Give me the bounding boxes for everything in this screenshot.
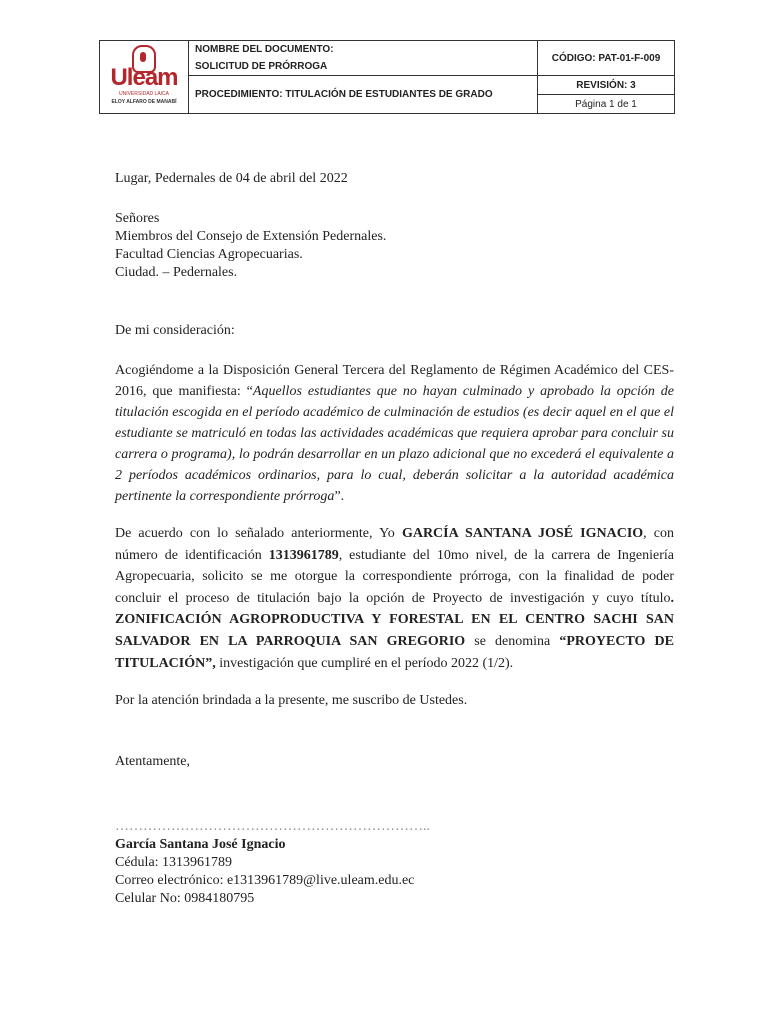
regulation-quote: Aquellos estudiantes que no hayan culminado y aprobado la opción de titulación escogida en el período académico de culminación de estudios (es decir aquel en el que el estudiante se matriculó en todas las actividades académicas que requiera aprobar para concluir su carrera o programa), lo podrán desarrollar en un plazo adicional que no excederá el equivalente a 2 períodos académicos ordinarios, para lo cual, deberán solicitar a la autoridad académica pertinente la correspondiente prórroga xyxy=(115,384,674,504)
document-name-label: NOMBRE DEL DOCUMENTO: xyxy=(195,44,334,55)
document-name-value: SOLICITUD DE PRÓRROGA xyxy=(195,61,328,72)
sign-off: Atentamente, xyxy=(115,754,191,769)
logo-subtitle-2: ELOY ALFARO DE MANABÍ xyxy=(111,99,177,105)
recipient-line: Miembros del Consejo de Extensión Pedernales. xyxy=(115,229,387,244)
request-text: , estudiante del 10mo nivel, de la carrera de Ingeniería Agropecuaria, solicito se me otorgue la correspondiente prórroga, con la finalidad de poder concluir el proceso de titulación bajo la opción de Proyecto de investigación y cuyo título xyxy=(115,547,674,606)
request-text: De acuerdo con lo señalado anteriormente, Yo xyxy=(115,526,402,541)
signer-cedula: Cédula: 1313961789 xyxy=(115,855,233,870)
request-text: investigación que cumpliré en el período 2022 (1/2). xyxy=(215,655,514,671)
uleam-logo xyxy=(104,43,184,111)
project-title: ZONIFICACIÓN AGROPRODUCTIVA Y FORESTAL EN EL CENTRO SACHI SAN SALVADOR EN LA PARROQUIA SAN GREGORIO xyxy=(115,612,674,649)
title-dot: . xyxy=(670,590,674,606)
request-text: , con número de identificación xyxy=(115,526,674,563)
greeting: De mi consideración: xyxy=(115,323,235,338)
document-name-cell xyxy=(189,41,538,76)
recipient-line: Señores xyxy=(115,211,160,226)
document-header-table xyxy=(99,40,675,114)
procedure-cell: PROCEDIMIENTO: TITULACIÓN DE ESTUDIANTES DE GRADO xyxy=(189,76,538,114)
student-name: GARCÍA SANTANA JOSÉ IGNACIO xyxy=(401,526,644,541)
signer-name: García Santana José Ignacio xyxy=(115,837,286,852)
logo-subtitle: UNIVERSIDAD LAICA xyxy=(118,91,169,97)
recipient-line: Ciudad. – Pedernales. xyxy=(115,265,238,280)
quote-close: ”. xyxy=(334,489,345,504)
revision-cell: REVISIÓN: 3 xyxy=(538,76,675,95)
logo-cell xyxy=(100,41,189,114)
place-date: Lugar, Pedernales de 04 de abril del 2022 xyxy=(115,171,348,186)
recipient-block xyxy=(115,210,674,282)
paragraph-regulation-intro: Acogiéndome a la Disposición General Tercera del Reglamento de Régimen Académico del CES-2016, que manifiesta: “ xyxy=(115,363,674,399)
signer-block xyxy=(115,836,674,908)
document-code: CÓDIGO: PAT-01-F-009 xyxy=(538,41,675,76)
id-number: 1313961789 xyxy=(268,547,339,563)
signer-phone: Celular No: 0984180795 xyxy=(115,891,255,906)
request-text: se denomina xyxy=(465,633,560,649)
project-label: “PROYECTO DE TITULACIÓN”, xyxy=(115,633,674,671)
logo-brand: Uleam xyxy=(110,64,178,91)
signature-line: ………………………………………………………….. xyxy=(115,819,430,834)
page-number-cell: Página 1 de 1 xyxy=(538,95,675,114)
paragraph-regulation xyxy=(115,360,674,507)
closing-line: Por la atención brindada a la presente, me suscribo de Ustedes. xyxy=(115,693,468,708)
signer-email: Correo electrónico: e1313961789@live.uleam.edu.ec xyxy=(115,873,415,888)
paragraph-request xyxy=(115,523,674,674)
recipient-line: Facultad Ciencias Agropecuarias. xyxy=(115,247,303,262)
